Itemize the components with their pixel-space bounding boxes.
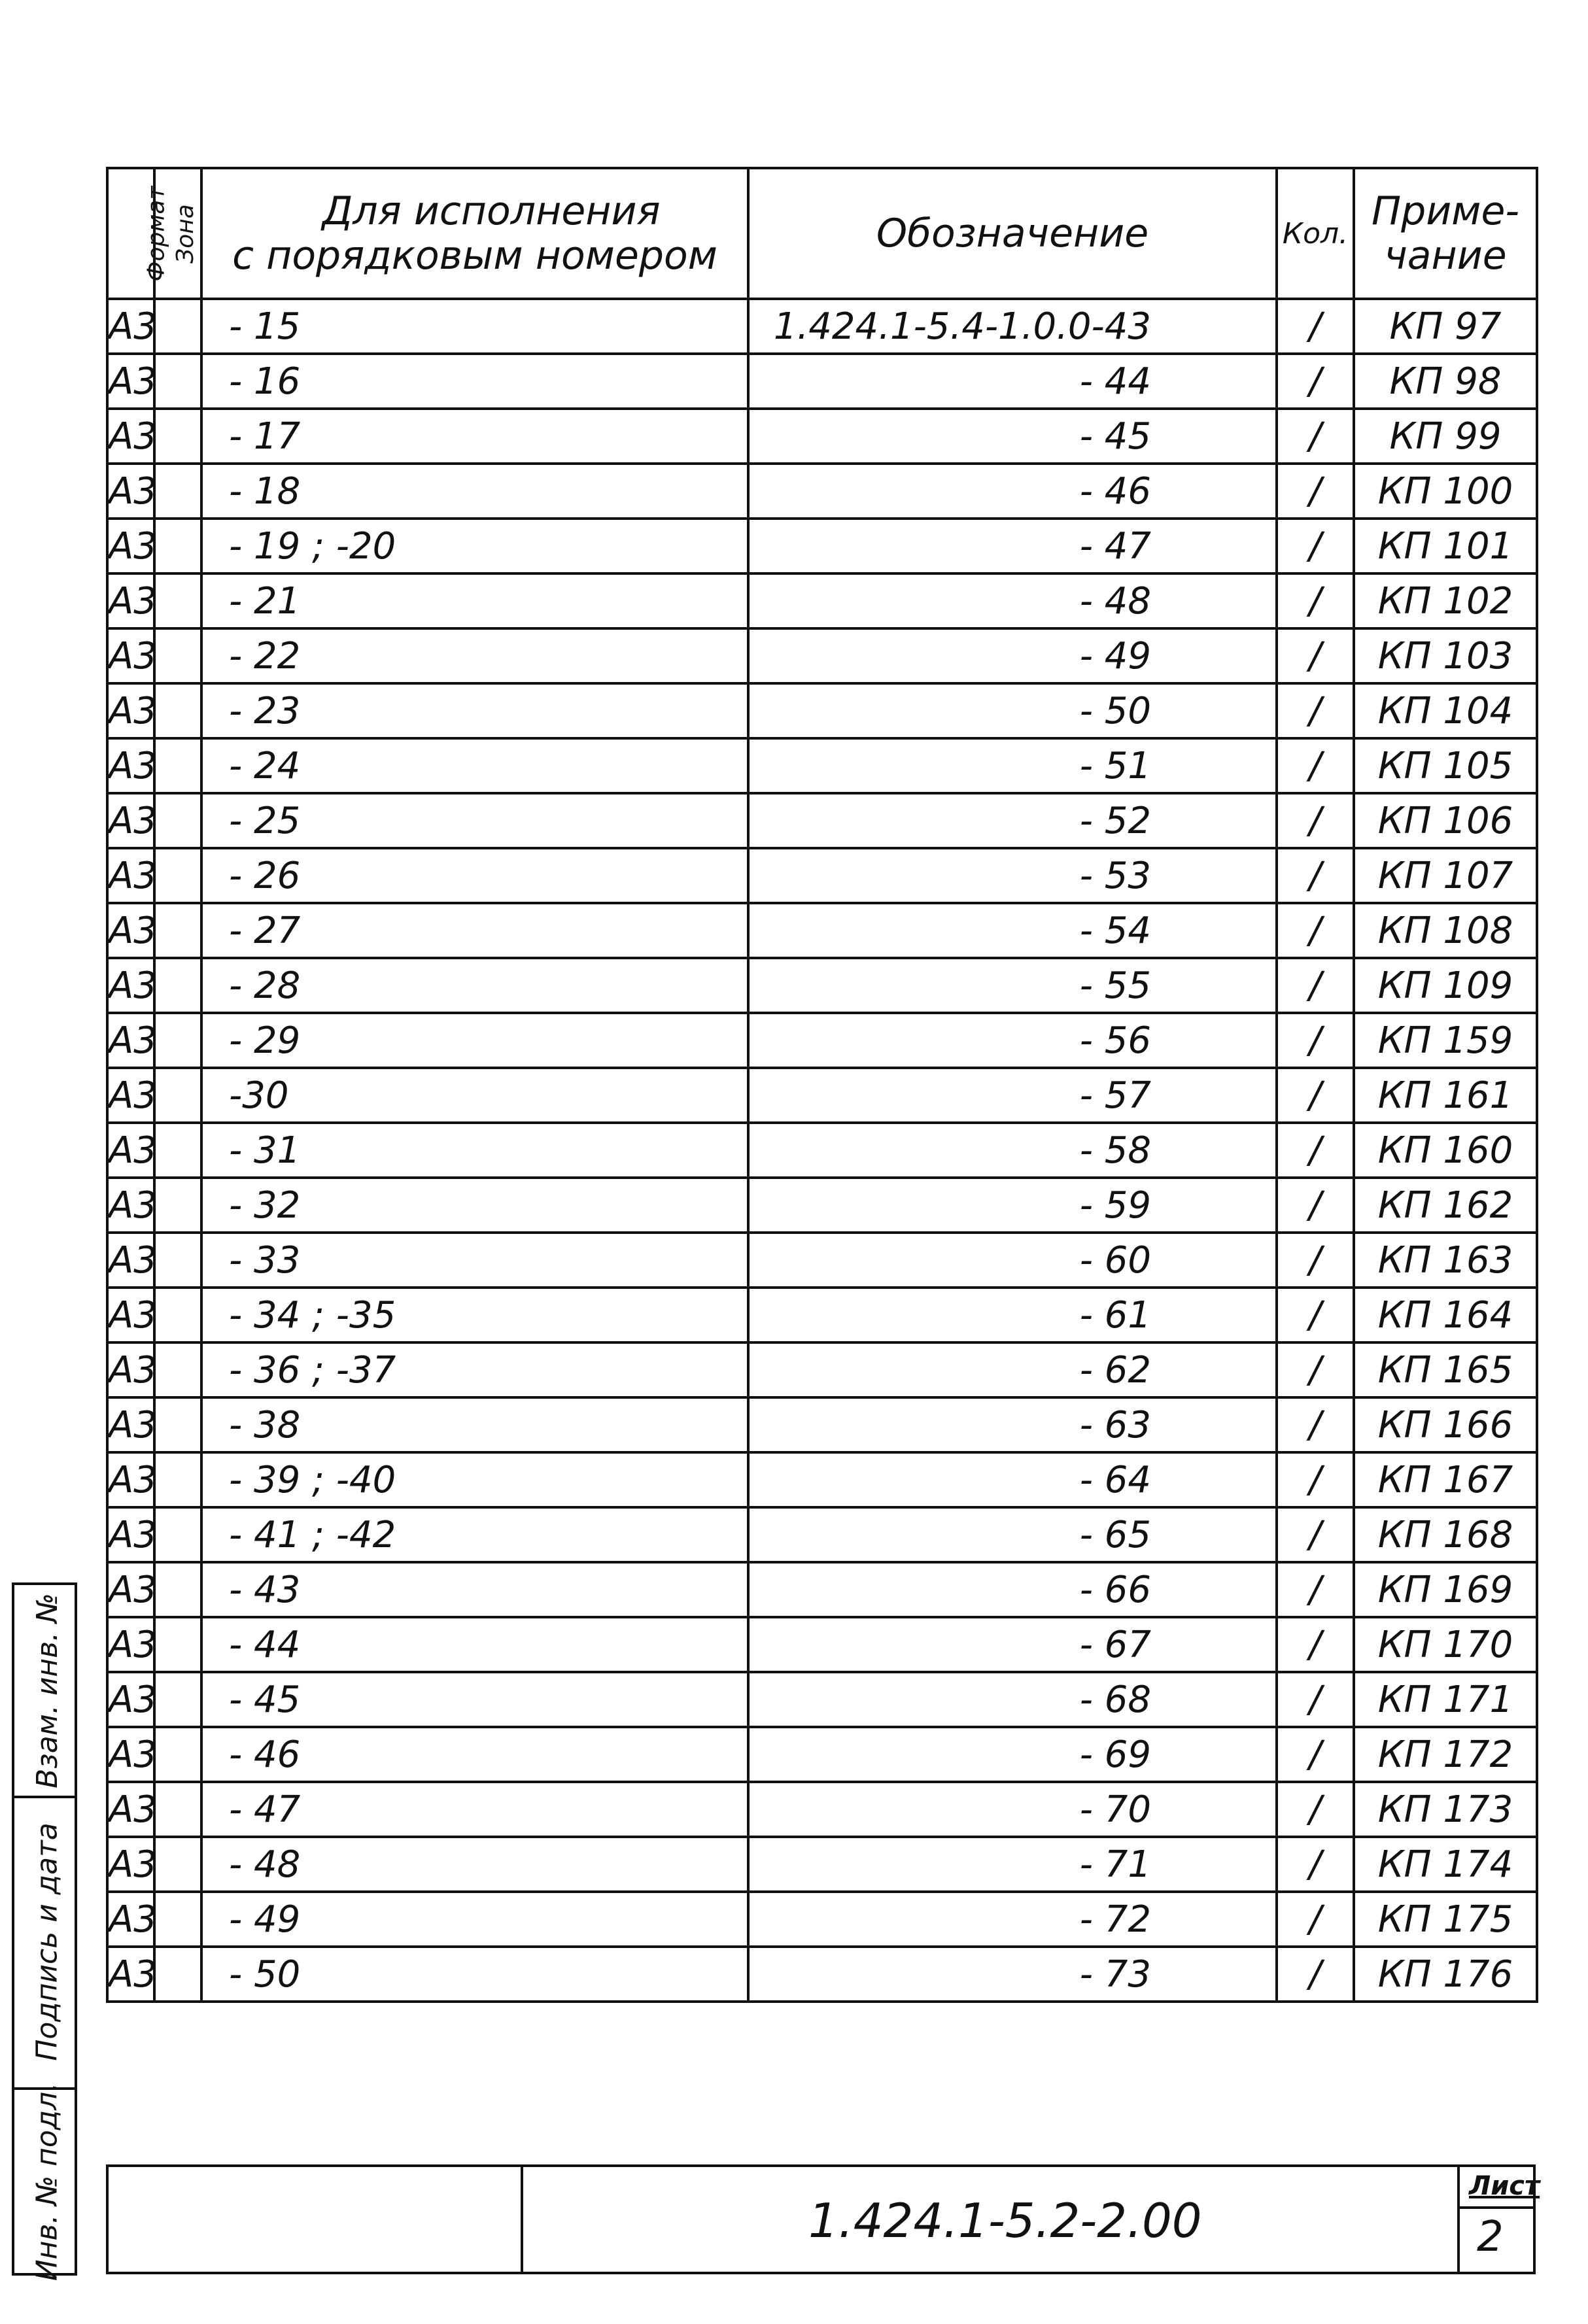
cell-execution-number: - 33: [201, 1233, 748, 1288]
cell-quantity: /: [1277, 1892, 1354, 1947]
cell-designation: - 52: [748, 793, 1277, 848]
table-row: [107, 464, 1537, 519]
cell-quantity: /: [1277, 519, 1354, 573]
cell-designation: - 71: [748, 1837, 1277, 1892]
cell-zone: [154, 1342, 201, 1397]
cell-note: КП 168: [1354, 1507, 1537, 1562]
cell-execution-number: - 16: [201, 354, 748, 409]
cell-zone: [154, 1397, 201, 1452]
cell-note: КП 172: [1354, 1727, 1537, 1782]
cell-execution-number: - 29: [201, 1013, 748, 1068]
cell-note: КП 165: [1354, 1342, 1537, 1397]
cell-note: КП 173: [1354, 1782, 1537, 1837]
header-zone-label: Зона: [171, 203, 199, 264]
cell-execution-number: - 24: [201, 738, 748, 793]
cell-format: А3: [107, 1013, 154, 1068]
cell-zone: [154, 903, 201, 958]
cell-zone: [154, 519, 201, 573]
cell-designation: - 48: [748, 573, 1277, 628]
table-row: [107, 1507, 1537, 1562]
cell-format: А3: [107, 573, 154, 628]
cell-designation: - 45: [748, 409, 1277, 464]
cell-execution-number: - 47: [201, 1782, 748, 1837]
cell-zone: [154, 1727, 201, 1782]
cell-designation: - 55: [748, 958, 1277, 1013]
cell-format: А3: [107, 1178, 154, 1233]
header-quantity: [1277, 168, 1354, 299]
cell-format: А3: [107, 1947, 154, 2002]
cell-quantity: /: [1277, 1672, 1354, 1727]
cell-note: КП 100: [1354, 464, 1537, 519]
cell-zone: [154, 683, 201, 738]
cell-note: КП 169: [1354, 1562, 1537, 1617]
cell-note: КП 107: [1354, 848, 1537, 903]
cell-zone: [154, 299, 201, 354]
cell-execution-number: - 23: [201, 683, 748, 738]
table-row: [107, 903, 1537, 958]
cell-execution-number: - 48: [201, 1837, 748, 1892]
cell-note: КП 161: [1354, 1068, 1537, 1123]
cell-execution-number: - 38: [201, 1397, 748, 1452]
cell-note: КП 170: [1354, 1617, 1537, 1672]
side-stamp: [12, 1582, 77, 2281]
table-row: [107, 1288, 1537, 1342]
cell-zone: [154, 1507, 201, 1562]
cell-zone: [154, 738, 201, 793]
side-replaces-inv: [21, 1585, 73, 1796]
header-note-line2: чание: [1384, 233, 1507, 279]
cell-quantity: /: [1277, 1342, 1354, 1397]
table-row: [107, 1837, 1537, 1892]
cell-note: КП 174: [1354, 1837, 1537, 1892]
cell-designation: - 72: [748, 1892, 1277, 1947]
table-row: [107, 1013, 1537, 1068]
cell-quantity: /: [1277, 848, 1354, 903]
table-row: [107, 1342, 1537, 1397]
header-execution-line2: с порядковым номером: [232, 233, 717, 279]
cell-format: А3: [107, 464, 154, 519]
table-row: [107, 848, 1537, 903]
cell-format: А3: [107, 1123, 154, 1178]
table-row: [107, 628, 1537, 683]
cell-format: А3: [107, 1727, 154, 1782]
document-code: 1.424.1-5.2-2.00: [808, 2193, 1202, 2248]
cell-format: А3: [107, 1452, 154, 1507]
cell-note: КП 109: [1354, 958, 1537, 1013]
cell-note: КП 103: [1354, 628, 1537, 683]
cell-note: КП 166: [1354, 1397, 1537, 1452]
cell-quantity: /: [1277, 409, 1354, 464]
header-format: [107, 168, 170, 299]
cell-designation: - 57: [748, 1068, 1277, 1123]
cell-zone: [154, 628, 201, 683]
cell-note: КП 99: [1354, 409, 1537, 464]
cell-designation: - 51: [748, 738, 1277, 793]
table-row: [107, 354, 1537, 409]
cell-zone: [154, 354, 201, 409]
cell-format: А3: [107, 1233, 154, 1288]
cell-quantity: /: [1277, 1947, 1354, 2002]
cell-zone: [154, 958, 201, 1013]
table-row: [107, 1672, 1537, 1727]
cell-execution-number: - 25: [201, 793, 748, 848]
table-row: [107, 409, 1537, 464]
cell-zone: [154, 793, 201, 848]
table-row: [107, 1782, 1537, 1837]
cell-zone: [154, 1233, 201, 1288]
table-row: [107, 683, 1537, 738]
table-row: [107, 1892, 1537, 1947]
header-designation: [748, 168, 1277, 299]
cell-quantity: /: [1277, 1507, 1354, 1562]
table-row: [107, 1233, 1537, 1288]
cell-quantity: /: [1277, 1617, 1354, 1672]
cell-format: А3: [107, 1782, 154, 1837]
cell-zone: [154, 573, 201, 628]
cell-designation: - 68: [748, 1672, 1277, 1727]
specification-table: [106, 167, 1538, 2003]
cell-designation: - 61: [748, 1288, 1277, 1342]
cell-designation: - 49: [748, 628, 1277, 683]
table-row: [107, 1068, 1537, 1123]
cell-quantity: /: [1277, 958, 1354, 1013]
cell-zone: [154, 1892, 201, 1947]
cell-format: А3: [107, 628, 154, 683]
cell-quantity: /: [1277, 1233, 1354, 1288]
cell-quantity: /: [1277, 1837, 1354, 1892]
cell-note: КП 106: [1354, 793, 1537, 848]
cell-format: А3: [107, 519, 154, 573]
header-note: [1354, 168, 1537, 299]
cell-quantity: /: [1277, 683, 1354, 738]
cell-designation: - 67: [748, 1617, 1277, 1672]
header-note-line1: Приме-: [1371, 188, 1520, 234]
cell-execution-number: - 44: [201, 1617, 748, 1672]
table-row: [107, 1397, 1537, 1452]
cell-execution-number: - 27: [201, 903, 748, 958]
cell-format: А3: [107, 903, 154, 958]
cell-execution-number: - 28: [201, 958, 748, 1013]
cell-format: А3: [107, 958, 154, 1013]
cell-format: А3: [107, 1837, 154, 1892]
cell-zone: [154, 409, 201, 464]
table-row: [107, 299, 1537, 354]
cell-format: А3: [107, 1892, 154, 1947]
cell-designation: - 44: [748, 354, 1277, 409]
cell-zone: [154, 1672, 201, 1727]
cell-format: А3: [107, 1397, 154, 1452]
sheet-box-divider: [1457, 2167, 1460, 2272]
cell-note: КП 162: [1354, 1178, 1537, 1233]
cell-zone: [154, 1782, 201, 1837]
specification-body: [107, 299, 1537, 2002]
cell-execution-number: - 50: [201, 1947, 748, 2002]
cell-format: А3: [107, 1068, 154, 1123]
table-row: [107, 519, 1537, 573]
table-header-row: [107, 168, 1537, 299]
cell-designation: - 58: [748, 1123, 1277, 1178]
cell-designation: - 63: [748, 1397, 1277, 1452]
cell-designation: - 65: [748, 1507, 1277, 1562]
cell-quantity: /: [1277, 1727, 1354, 1782]
cell-designation: - 53: [748, 848, 1277, 903]
cell-execution-number: -30: [201, 1068, 748, 1123]
cell-execution-number: - 26: [201, 848, 748, 903]
header-quantity-label: Кол.: [1282, 216, 1349, 250]
cell-note: КП 163: [1354, 1233, 1537, 1288]
cell-execution-number: - 18: [201, 464, 748, 519]
cell-note: КП 159: [1354, 1013, 1537, 1068]
cell-zone: [154, 1947, 201, 2002]
cell-format: А3: [107, 793, 154, 848]
cell-designation: - 69: [748, 1727, 1277, 1782]
cell-execution-number: - 43: [201, 1562, 748, 1617]
table-row: [107, 1123, 1537, 1178]
cell-note: КП 101: [1354, 519, 1537, 573]
cell-note: КП 105: [1354, 738, 1537, 793]
header-execution-line1: Для исполнения: [322, 188, 661, 234]
cell-designation: - 47: [748, 519, 1277, 573]
cell-designation: - 54: [748, 903, 1277, 958]
cell-execution-number: - 49: [201, 1892, 748, 1947]
cell-format: А3: [107, 738, 154, 793]
cell-zone: [154, 1562, 201, 1617]
table-row: [107, 1727, 1537, 1782]
cell-quantity: /: [1277, 354, 1354, 409]
title-block-divider: [521, 2167, 523, 2272]
cell-note: КП 176: [1354, 1947, 1537, 2002]
side-inv-no-orig: [21, 2082, 73, 2281]
cell-designation: - 56: [748, 1013, 1277, 1068]
table-row: [107, 793, 1537, 848]
table-row: [107, 958, 1537, 1013]
sheet-box-line: [1457, 2206, 1533, 2209]
cell-format: А3: [107, 354, 154, 409]
table-row: [107, 1947, 1537, 2002]
cell-designation: - 60: [748, 1233, 1277, 1288]
cell-execution-number: - 21: [201, 573, 748, 628]
cell-quantity: /: [1277, 1178, 1354, 1233]
cell-designation: - 73: [748, 1947, 1277, 2002]
table-row: [107, 1617, 1537, 1672]
header-execution: [201, 168, 748, 299]
cell-execution-number: - 15: [201, 299, 748, 354]
cell-quantity: /: [1277, 628, 1354, 683]
header-designation-label: Обозначение: [876, 211, 1149, 256]
header-format-label: Формат: [143, 185, 170, 282]
cell-quantity: /: [1277, 573, 1354, 628]
cell-quantity: /: [1277, 1397, 1354, 1452]
table-row: [107, 1562, 1537, 1617]
cell-note: КП 98: [1354, 354, 1537, 409]
cell-format: А3: [107, 299, 154, 354]
cell-quantity: /: [1277, 1288, 1354, 1342]
side-signature-date: [21, 1796, 73, 2087]
sheet-label: Лист: [1469, 2171, 1540, 2201]
cell-format: А3: [107, 1672, 154, 1727]
cell-execution-number: - 19 ; -20: [201, 519, 748, 573]
cell-execution-number: - 32: [201, 1178, 748, 1233]
cell-execution-number: - 31: [201, 1123, 748, 1178]
cell-format: А3: [107, 1507, 154, 1562]
table-row: [107, 738, 1537, 793]
cell-format: А3: [107, 1342, 154, 1397]
cell-execution-number: - 41 ; -42: [201, 1507, 748, 1562]
cell-quantity: /: [1277, 1013, 1354, 1068]
cell-designation: - 66: [748, 1562, 1277, 1617]
cell-zone: [154, 1068, 201, 1123]
cell-designation: - 59: [748, 1178, 1277, 1233]
cell-zone: [154, 1013, 201, 1068]
cell-note: КП 171: [1354, 1672, 1537, 1727]
cell-quantity: /: [1277, 299, 1354, 354]
cell-note: КП 160: [1354, 1123, 1537, 1178]
cell-quantity: /: [1277, 1068, 1354, 1123]
side-inv-no-orig-label: Инв. № подл.: [30, 2082, 64, 2281]
cell-quantity: /: [1277, 903, 1354, 958]
table-row: [107, 1452, 1537, 1507]
cell-execution-number: - 45: [201, 1672, 748, 1727]
cell-execution-number: - 39 ; -40: [201, 1452, 748, 1507]
cell-note: КП 102: [1354, 573, 1537, 628]
cell-zone: [154, 1617, 201, 1672]
sheet-number: 2: [1477, 2213, 1504, 2261]
cell-designation: - 50: [748, 683, 1277, 738]
table-row: [107, 573, 1537, 628]
cell-note: КП 104: [1354, 683, 1537, 738]
cell-designation: 1.424.1-5.4-1.0.0-43: [748, 299, 1277, 354]
cell-execution-number: - 17: [201, 409, 748, 464]
cell-format: А3: [107, 683, 154, 738]
cell-quantity: /: [1277, 1123, 1354, 1178]
cell-note: КП 167: [1354, 1452, 1537, 1507]
cell-designation: - 46: [748, 464, 1277, 519]
cell-designation: - 64: [748, 1452, 1277, 1507]
cell-quantity: /: [1277, 738, 1354, 793]
cell-zone: [154, 848, 201, 903]
cell-zone: [154, 1123, 201, 1178]
cell-designation: - 62: [748, 1342, 1277, 1397]
table-row: [107, 1178, 1537, 1233]
cell-quantity: /: [1277, 1562, 1354, 1617]
cell-execution-number: - 46: [201, 1727, 748, 1782]
cell-quantity: /: [1277, 793, 1354, 848]
cell-quantity: /: [1277, 464, 1354, 519]
side-signature-date-label: Подпись и дата: [30, 1822, 64, 2061]
title-block: [106, 2164, 1540, 2274]
cell-format: А3: [107, 409, 154, 464]
cell-note: КП 108: [1354, 903, 1537, 958]
side-replaces-inv-label: Взам. инв. №: [30, 1592, 64, 1788]
cell-format: А3: [107, 1288, 154, 1342]
cell-note: КП 97: [1354, 299, 1537, 354]
cell-zone: [154, 464, 201, 519]
cell-format: А3: [107, 1562, 154, 1617]
cell-quantity: /: [1277, 1452, 1354, 1507]
cell-quantity: /: [1277, 1782, 1354, 1837]
cell-zone: [154, 1288, 201, 1342]
cell-format: А3: [107, 848, 154, 903]
cell-zone: [154, 1452, 201, 1507]
cell-execution-number: - 22: [201, 628, 748, 683]
cell-zone: [154, 1178, 201, 1233]
cell-designation: - 70: [748, 1782, 1277, 1837]
cell-execution-number: - 34 ; -35: [201, 1288, 748, 1342]
cell-format: А3: [107, 1617, 154, 1672]
cell-execution-number: - 36 ; -37: [201, 1342, 748, 1397]
cell-zone: [154, 1837, 201, 1892]
cell-note: КП 164: [1354, 1288, 1537, 1342]
cell-note: КП 175: [1354, 1892, 1537, 1947]
